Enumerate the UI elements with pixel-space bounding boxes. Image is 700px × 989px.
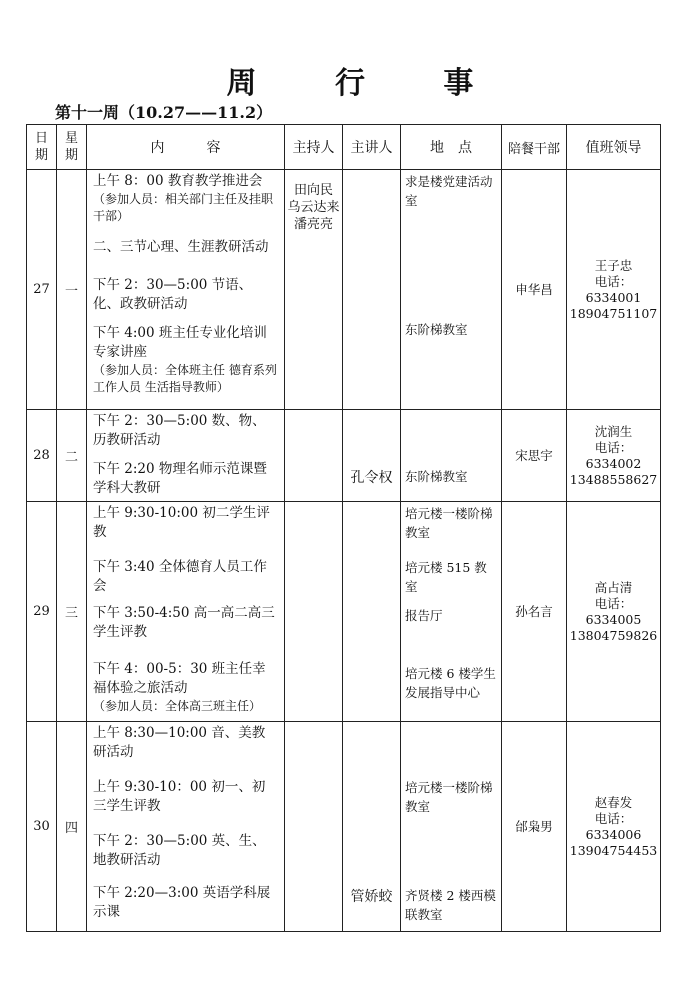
speaker-cell (343, 722, 401, 932)
weekday-cell: 一 (57, 170, 87, 410)
list-item: 下午 2：30—5:00 数、物、历教研活动 (93, 413, 266, 448)
meal-cadre-cell: 宋思宇 (502, 410, 567, 502)
duty-leader-cell (567, 722, 661, 932)
duty-leader-cell (567, 410, 661, 502)
weekday-cell: 二 (57, 410, 87, 502)
location-cell (401, 170, 502, 410)
location-text: 东阶梯教室 (405, 322, 468, 337)
table-row (27, 722, 661, 932)
table-row (27, 410, 661, 502)
header-speaker: 主讲人 (343, 125, 401, 170)
list-item: 下午 3:50-4:50 高一高二高三学生评教 (93, 605, 275, 640)
leader-name: 沈润生 (594, 423, 633, 439)
host-cell (285, 502, 343, 722)
list-item: 下午 2：30—5:00 节语、化、政教研活动 (93, 277, 253, 312)
week-label: 第十一周（10.27——11.2） (55, 103, 273, 122)
leader-mobile: 13488558627 (569, 471, 658, 487)
speaker-name: 孔令权 (350, 470, 393, 486)
location-text: 齐贤楼 2 楼西模联教室 (405, 888, 496, 922)
content-cell (87, 410, 285, 502)
list-item: 上午 9:30-10：00 初一、初三学生评教 (93, 779, 266, 814)
header-host: 主持人 (285, 125, 343, 170)
header-weekday: 星期 (57, 125, 87, 170)
leader-phone: 电话：6334006 (585, 810, 642, 842)
list-item: 二、三节心理、生涯教研活动 (93, 239, 269, 255)
leader-mobile: 18904751107 (569, 305, 658, 321)
leader-name: 王子忠 (594, 257, 633, 273)
location-text: 报告厅 (405, 608, 443, 623)
location-text: 东阶梯教室 (405, 469, 468, 484)
content-cell (87, 502, 285, 722)
speaker-cell (343, 502, 401, 722)
header-date: 日期 (27, 125, 57, 170)
host-cell (285, 170, 343, 410)
leader-mobile: 13904754453 (569, 842, 658, 858)
speaker-cell (343, 170, 401, 410)
table-row (27, 170, 661, 410)
leader-phone: 电话：6334001 (585, 273, 642, 305)
duty-leader-cell (567, 170, 661, 410)
weekday-cell: 四 (57, 722, 87, 932)
location-cell (401, 410, 502, 502)
speaker-name: 管娇蛟 (350, 889, 393, 905)
content-cell (87, 722, 285, 932)
page-title: 周 行 事 (226, 66, 508, 101)
list-item: 下午 2:20 物理名师示范课暨学科大教研 (93, 461, 267, 496)
location-text: 培元楼 515 教室 (405, 560, 487, 594)
header-content: 内 容 (87, 125, 285, 170)
list-item: 下午 2:20—3:00 英语学科展示课 (93, 885, 271, 920)
host-cell (285, 722, 343, 932)
header-location: 地 点 (401, 125, 502, 170)
date-cell: 28 (27, 410, 57, 502)
host-cell (285, 410, 343, 502)
meal-cadre-cell: 申华昌 (502, 170, 567, 410)
content-cell (87, 170, 285, 410)
weekday-cell: 三 (57, 502, 87, 722)
header-meal-cadre: 陪餐干部 (502, 125, 567, 170)
host-names: 田向民 乌云达来 潘亮亮 (287, 183, 340, 232)
leader-name: 赵春发 (594, 794, 633, 810)
date-cell: 29 (27, 502, 57, 722)
leader-phone: 电话：6334005 (585, 595, 642, 627)
date-cell: 27 (27, 170, 57, 410)
meal-cadre-cell: 邰枭男 (502, 722, 567, 932)
location-cell (401, 722, 502, 932)
schedule-table (26, 124, 661, 932)
list-item: 上午 8：00 教育教学推进会 （参加人员：相关部门主任及挂职干部） (93, 173, 274, 223)
leader-mobile: 13804759826 (569, 627, 658, 643)
location-text: 培元楼一楼阶梯教室 (405, 506, 493, 540)
list-item: 下午 4:00 班主任专业化培训专家讲座 （参加人员：全体班主任 德育系列工作人员 生活指导教师） (93, 325, 277, 394)
location-text: 求是楼党建活动室 (405, 174, 493, 208)
speaker-cell (343, 410, 401, 502)
date-cell: 30 (27, 722, 57, 932)
leader-name: 高占清 (594, 579, 633, 595)
list-item: 下午 2：30—5:00 英、生、地教研活动 (93, 833, 266, 868)
location-text: 培元楼 6 楼学生发展指导中心 (405, 666, 496, 700)
leader-phone: 电话：6334002 (585, 439, 642, 471)
list-item: 下午 4：00-5：30 班主任幸福体验之旅活动 （参加人员：全体高三班主任） (93, 661, 266, 713)
duty-leader-cell (567, 502, 661, 722)
list-item: 上午 9:30-10:00 初二学生评教 (93, 505, 270, 540)
table-row (27, 502, 661, 722)
list-item: 上午 8:30—10:00 音、美教研活动 (93, 725, 266, 760)
meal-cadre-cell: 孙名言 (502, 502, 567, 722)
header-row (27, 125, 661, 170)
list-item: 下午 3:40 全体德育人员工作会 (93, 559, 267, 594)
header-duty-leader: 值班领导 (567, 125, 661, 170)
location-cell (401, 502, 502, 722)
location-text: 培元楼一楼阶梯教室 (405, 780, 493, 814)
